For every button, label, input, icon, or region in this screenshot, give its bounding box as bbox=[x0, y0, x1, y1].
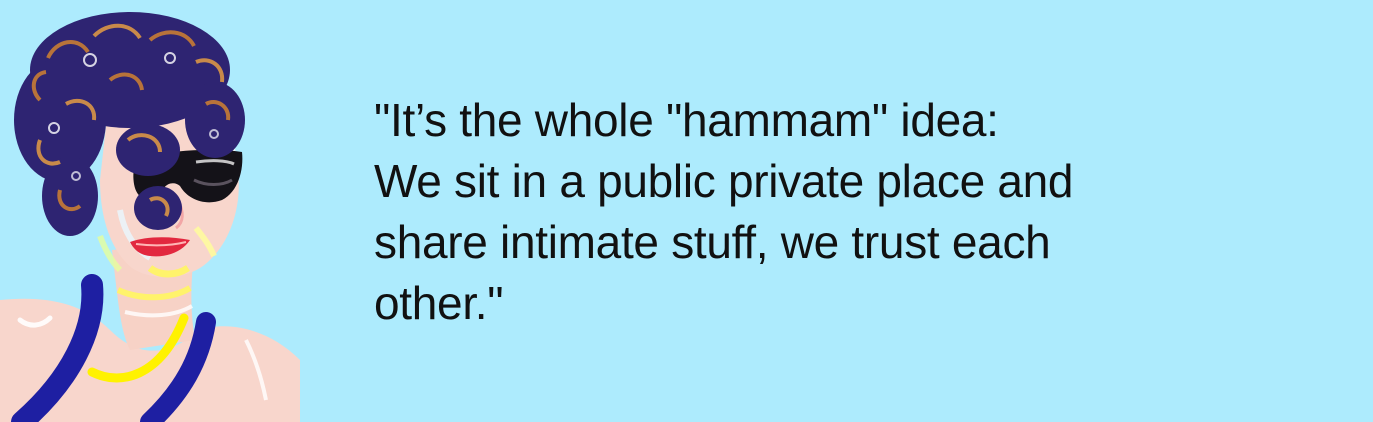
quote-line-2: We sit in a public private place and bbox=[374, 155, 1074, 207]
quote-line-1: "It’s the whole "hammam" idea: bbox=[374, 94, 999, 146]
woman-with-sunglasses-illustration bbox=[0, 0, 300, 422]
quote-line-4: other." bbox=[374, 277, 504, 329]
quote-line-3: share intimate stuff, we trust each bbox=[374, 216, 1051, 268]
quote-text bbox=[374, 90, 1334, 334]
